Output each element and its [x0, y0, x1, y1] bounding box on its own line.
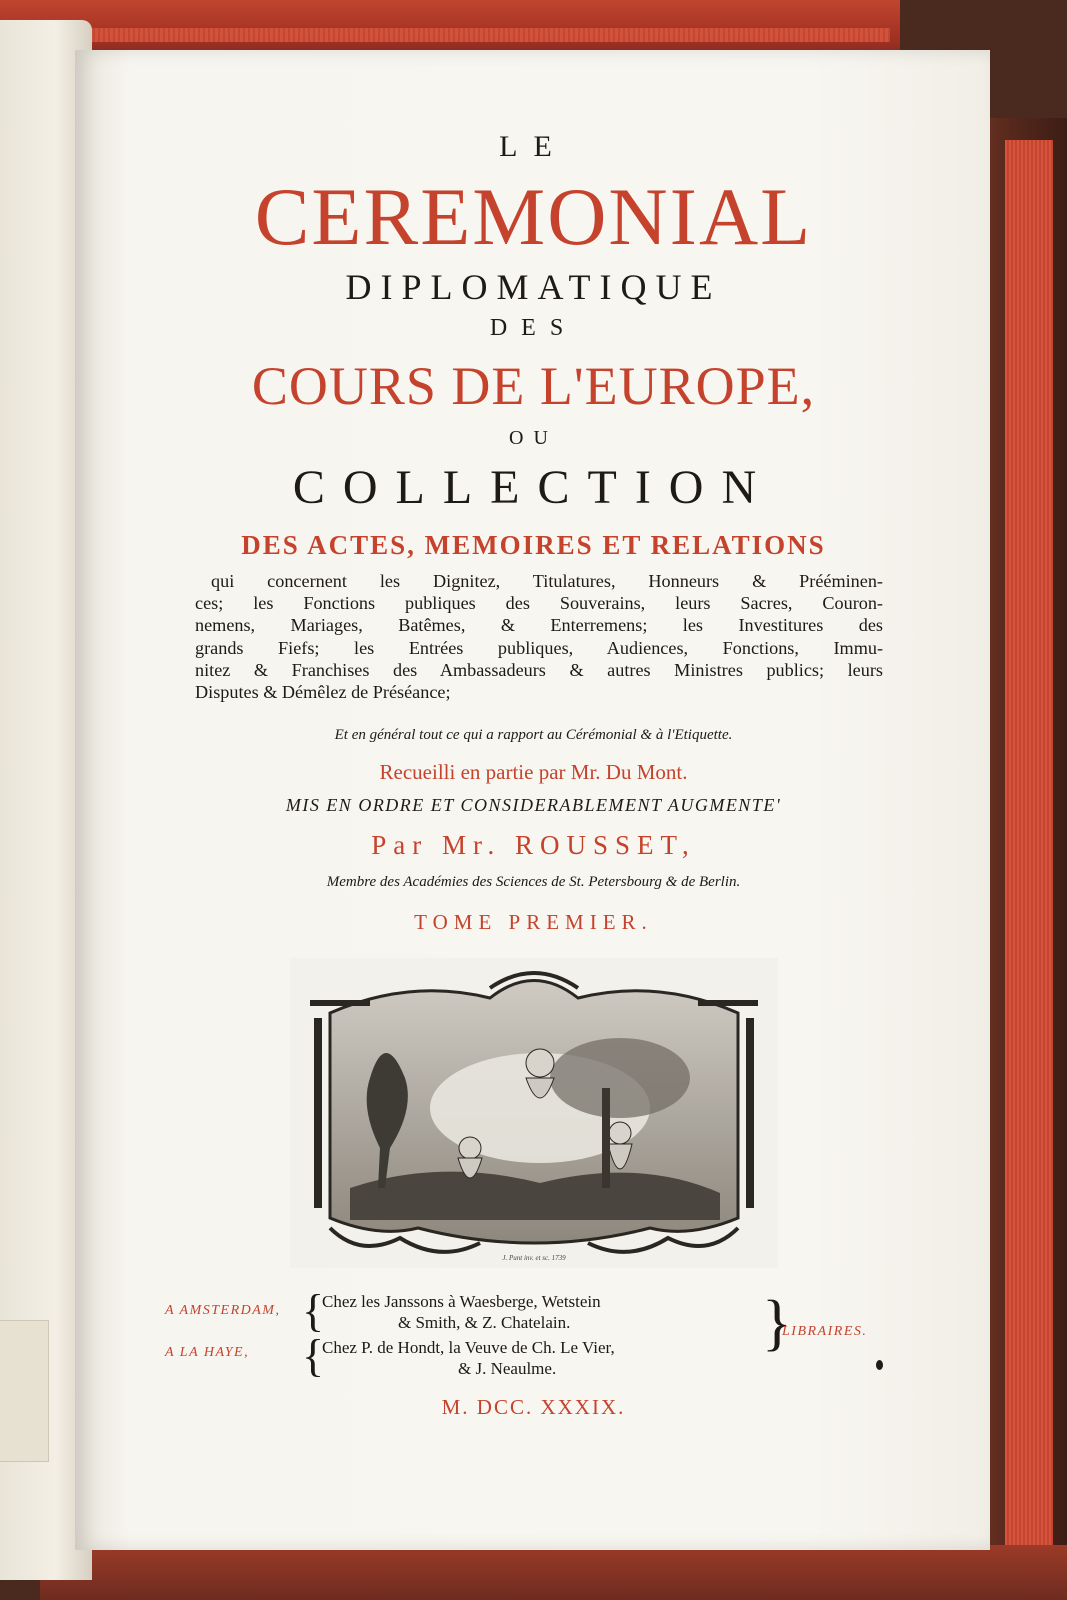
book-cover-bottom	[40, 1545, 1067, 1600]
etiquette-line: Et en général tout ce qui a rapport au Cérémonial & à l'Etiquette.	[334, 727, 733, 743]
title-collection: COLLECTION	[292, 461, 775, 514]
title-diplomatique: DIPLOMATIQUE	[345, 267, 722, 307]
title-ou: OU	[509, 427, 558, 449]
imprint-libraires: LIBRAIRES.	[782, 1324, 868, 1339]
tome-line: TOME PREMIER.	[414, 910, 653, 934]
ink-dot	[876, 1360, 883, 1370]
paragraph-line: Disputes & Démêlez de Préséance;	[195, 682, 451, 703]
imprint-city-la-haye: A LA HAYE,	[165, 1345, 250, 1360]
description-paragraph	[195, 570, 883, 703]
recueilli-line: Recueilli en partie par Mr. Du Mont.	[379, 760, 688, 784]
mis-en-ordre-line: MIS EN ORDRE ET CONSIDERABLEMENT AUGMENTE'	[285, 795, 782, 815]
brace-left-icon: {	[302, 1330, 325, 1381]
author-line: Par Mr. ROUSSET,	[371, 830, 696, 860]
paragraph-line: nemens, Mariages, Batêmes, & Enterremens; les Investitures des	[195, 615, 883, 636]
imprint-line: & J. Neaulme.	[458, 1359, 557, 1378]
engraved-vignette	[290, 958, 778, 1268]
title-actes: DES ACTES, MEMOIRES ET RELATIONS	[241, 530, 826, 560]
back-book-page-edge	[60, 28, 890, 42]
title-ceremonial: CEREMONIAL	[254, 171, 813, 262]
title-cours: COURS DE L'EUROPE,	[251, 356, 816, 416]
left-page-tab	[0, 1320, 49, 1462]
paragraph-line: nitez & Franchises des Ambassadeurs & autres Ministres publics; leurs	[195, 659, 883, 680]
imprint-line: Chez les Janssons à Waesberge, Wetstein	[322, 1292, 601, 1311]
imprint-line: Chez P. de Hondt, la Veuve de Ch. Le Vier,	[322, 1338, 615, 1357]
membre-line: Membre des Académies des Sciences de St. Petersbourg & de Berlin.	[326, 874, 741, 890]
title-des: DES	[489, 315, 578, 341]
imprint-line: & Smith, & Z. Chatelain.	[398, 1313, 571, 1332]
paragraph-line: grands Fiefs; les Entrées publiques, Audiences, Fonctions, Immu-	[195, 637, 883, 658]
brace-right-icon: }	[762, 1289, 792, 1357]
paragraph-line: ces; les Fonctions publiques des Souverains, leurs Sacres, Couron-	[195, 593, 883, 614]
title-le: LE	[499, 130, 568, 163]
imprint-city-amsterdam: A AMSTERDAM,	[165, 1303, 281, 1318]
engraver-signature: J. Punt inv. et sc. 1739	[502, 1254, 566, 1262]
brace-left-icon: {	[302, 1285, 325, 1336]
paragraph-line: qui concernent les Dignitez, Titulatures, Honneurs & Prééminen-	[211, 571, 883, 591]
imprint-date: M. DCC. XXXIX.	[441, 1395, 626, 1419]
